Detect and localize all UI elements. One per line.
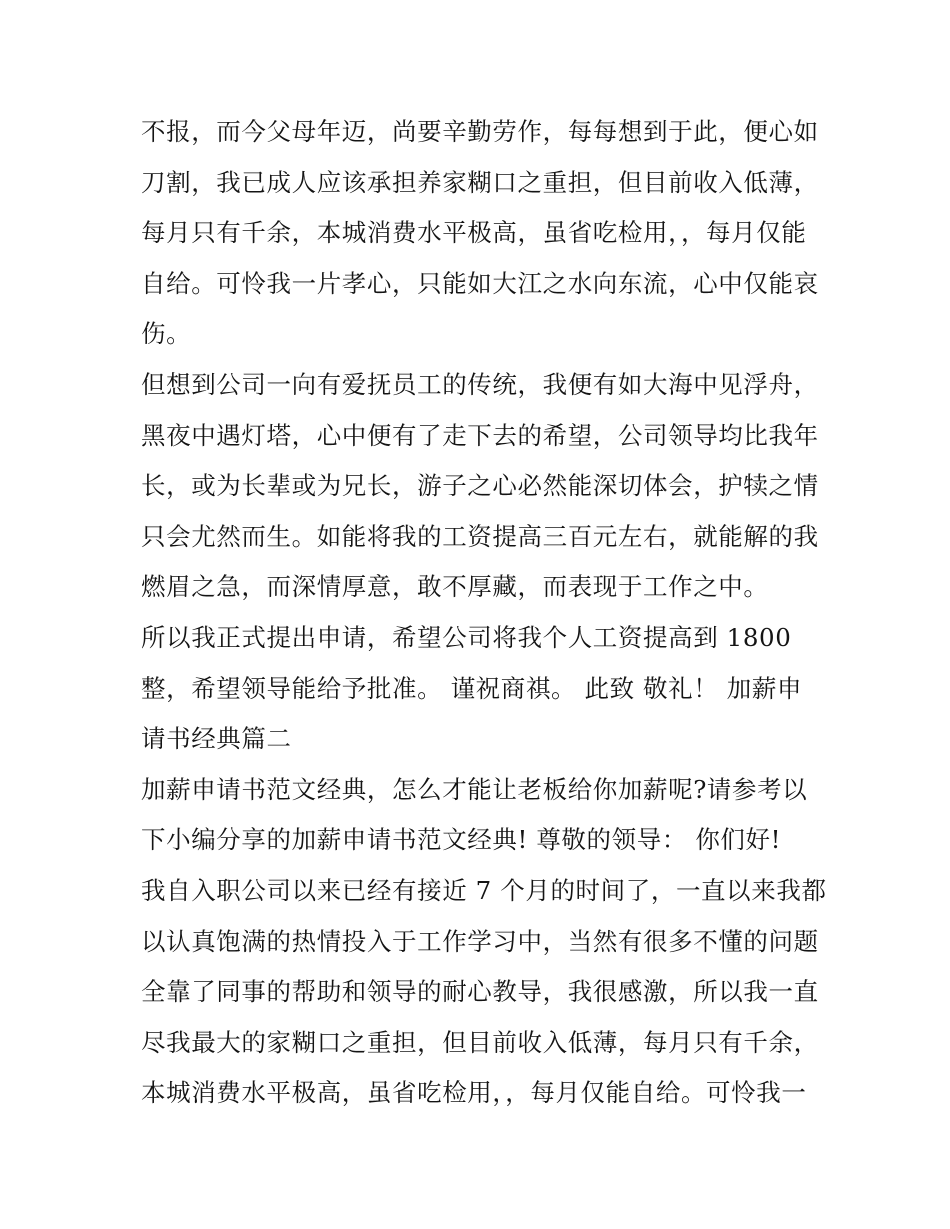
text-line: 伤。 <box>141 319 192 349</box>
document-body <box>141 107 827 1119</box>
text-line: 所以我正式提出申请，希望公司将我个人工资提高到 1800 <box>141 622 792 652</box>
text-line: 本城消费水平极高，虽省吃检用，，每月仅能自给。可怜我一 <box>141 1078 807 1108</box>
text-line: 每月只有千余，本城消费水平极高，虽省吃检用，，每月仅能 <box>141 218 807 248</box>
text-line: 下小编分享的加薪申请书范文经典! 尊敬的领导： 你们好! <box>141 825 782 855</box>
text-line: 全靠了同事的帮助和领导的耐心教导，我很感激，所以我一直 <box>141 977 819 1007</box>
text-line: 刀割，我已成人应该承担养家糊口之重担，但目前收入低薄， <box>141 167 819 197</box>
text-line: 尽我最大的家糊口之重担，但目前收入低薄，每月只有千余， <box>141 1027 819 1057</box>
text-line: 整，希望领导能给予批准。 谨祝商祺。 此致 敬礼！ 加薪申 <box>141 673 803 703</box>
text-line: 但想到公司一向有爱抚员工的传统，我便有如大海中见浮舟， <box>141 369 819 399</box>
text-line: 我自入职公司以来已经有接近 7 个月的时间了，一直以来我都 <box>141 875 827 905</box>
text-line: 请书经典篇二 <box>141 724 292 754</box>
text-line: 长，或为长辈或为兄长，游子之心必然能深切体会，护犊之情 <box>141 471 819 501</box>
text-line: 自给。可怜我一片孝心，只能如大江之水向东流，心中仅能哀 <box>141 268 819 298</box>
text-line: 以认真饱满的热情投入于工作学习中，当然有很多不懂的问题 <box>141 926 819 956</box>
text-line: 加薪申请书范文经典，怎么才能让老板给你加薪呢?请参考以 <box>141 774 808 804</box>
text-line: 只会尤然而生。如能将我的工资提高三百元左右，就能解的我 <box>141 521 819 551</box>
text-line: 黑夜中遇灯塔，心中便有了走下去的希望，公司领导均比我年 <box>141 420 819 450</box>
text-line: 燃眉之急，而深情厚意，敢不厚藏，而表现于工作之中。 <box>141 572 769 602</box>
text-line: 不报，而今父母年迈，尚要辛勤劳作，每每想到于此，便心如 <box>141 117 819 146</box>
